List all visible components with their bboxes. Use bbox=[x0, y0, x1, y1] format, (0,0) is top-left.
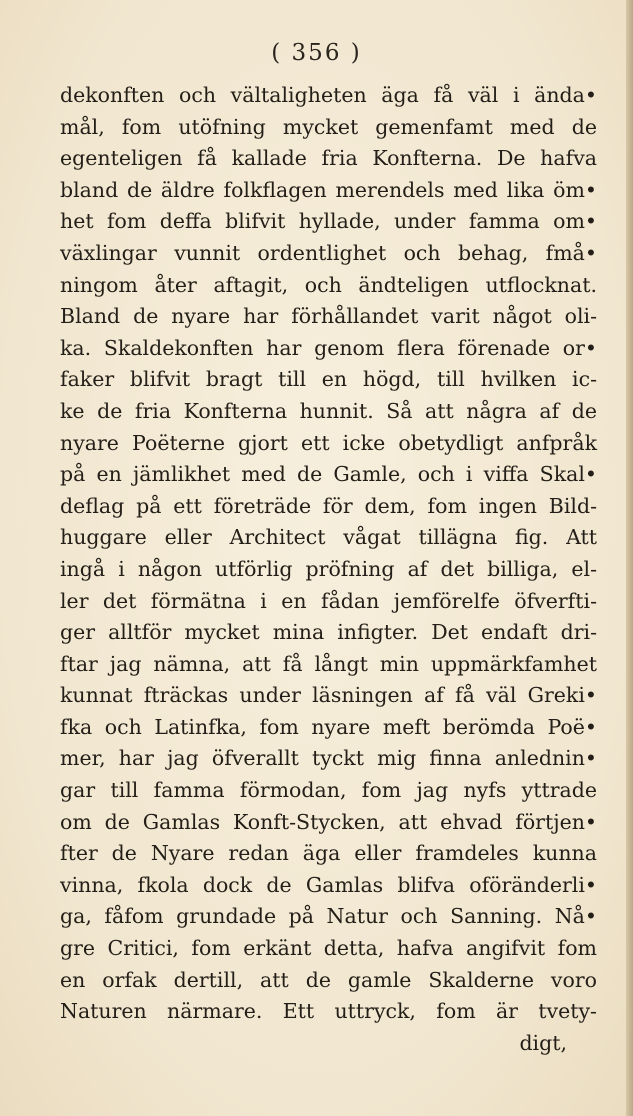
text-line: ger alltför mycket mina infigter. Det endaft dri- bbox=[60, 620, 597, 645]
text-line: ga, fåfom grundade på Natur och Sanning. Nå• bbox=[60, 904, 597, 929]
catchword: digt, bbox=[519, 1030, 567, 1055]
text-line: bland de äldre folkflagen merendels med lika öm• bbox=[60, 177, 597, 202]
text-line: gre Critici, fom erkänt detta, hafva angifvit fom bbox=[60, 936, 597, 961]
text-line: ingå i någon utförlig pröfning af det billiga, el- bbox=[60, 556, 597, 581]
text-line: ke de fria Konfterna hunnit. Så att några af de bbox=[60, 398, 597, 423]
text-line: en orfak dertill, att de gamle Skalderne voro bbox=[60, 967, 597, 992]
text-line: het fom deffa blifvit hyllade, under famma om• bbox=[60, 209, 597, 234]
text-line: ler det förmätna i en fådan jemförelfe öfverfti- bbox=[60, 588, 597, 613]
text-line: egenteligen få kallade fria Konfterna. De hafva bbox=[60, 146, 597, 171]
page-edge bbox=[626, 0, 633, 1116]
text-line: om de Gamlas Konft-Stycken, att ehvad förtjen• bbox=[60, 809, 597, 834]
text-line: fter de Nyare redan äga eller framdeles kunna bbox=[60, 841, 597, 866]
text-line: deflag på ett företräde för dem, fom ingen Bild- bbox=[60, 493, 597, 518]
text-line: fka och Latinfka, fom nyare meft berömda Poë• bbox=[60, 714, 597, 739]
text-line: växlingar vunnit ordentlighet och behag, fmå• bbox=[60, 240, 597, 265]
body-text bbox=[60, 80, 597, 1059]
text-line: mer, har jag öfverallt tyckt mig finna anlednin• bbox=[60, 746, 597, 771]
text-line: faker blifvit bragt till en högd, till hvilken ic- bbox=[60, 367, 597, 392]
text-line: Naturen närmare. Ett uttryck, fom är tvety- bbox=[60, 999, 597, 1024]
text-line: ka. Skaldekonften har genom flera förenade or• bbox=[60, 335, 597, 360]
text-line: Bland de nyare har förhållandet varit något oli- bbox=[60, 304, 597, 329]
text-line: nyare Poëterne gjort ett icke obetydligt anfpråk bbox=[60, 430, 597, 455]
page-number: ( 356 ) bbox=[271, 40, 362, 66]
text-line: dekonften och vältaligheten äga få väl i ända• bbox=[60, 83, 597, 107]
text-line: gar till famma förmodan, fom jag nyfs yttrade bbox=[60, 778, 597, 803]
text-line: kunnat fträckas under läsningen af få väl Greki• bbox=[60, 683, 597, 708]
text-line: på en jämlikhet med de Gamle, och i viffa Skal• bbox=[60, 462, 597, 487]
text-line: vinna, fkola dock de Gamlas blifva oföränderli• bbox=[60, 872, 597, 897]
text-line: ftar jag nämna, att få långt min uppmärkfamhet bbox=[60, 651, 597, 676]
text-line: huggare eller Architect vågat tillägna fig. Att bbox=[60, 525, 597, 550]
text-line: mål, fom utöfning mycket gemenfamt med de bbox=[60, 114, 597, 139]
text-line: ningom åter aftagit, och ändteligen utflocknat. bbox=[60, 272, 597, 297]
